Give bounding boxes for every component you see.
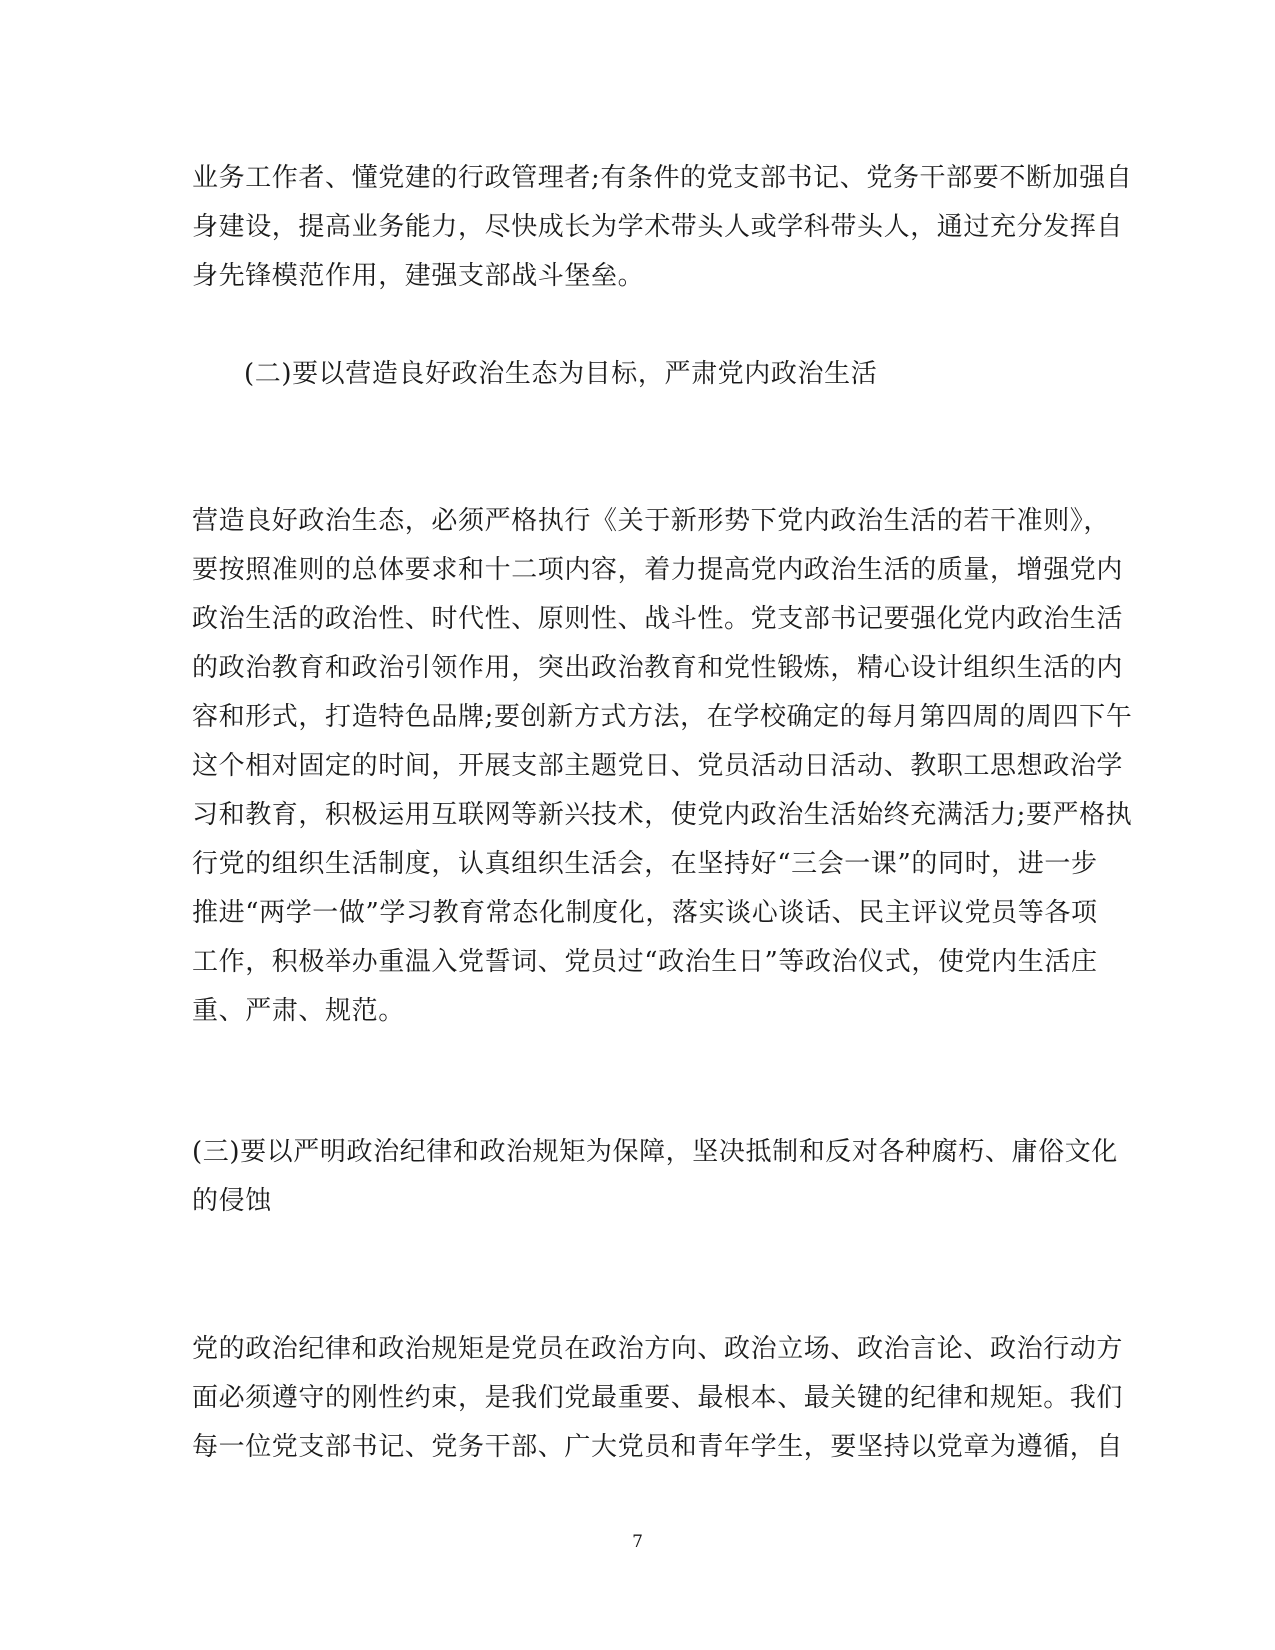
text-line: 营造良好政治生态，必须严格执行《关于新形势下党内政治生活的若干准则》，	[192, 506, 1111, 536]
text-line: 面必须遵守的刚性约束，是我们党最重要、最根本、最关键的纪律和规矩。我们	[192, 1383, 1124, 1413]
text-line: 推进“两学一做”学习教育常态化制度化，落实谈心谈话、民主评议党员等各项	[192, 898, 1098, 928]
page-number: 7	[632, 1532, 643, 1552]
text-line: 每一位党支部书记、党务干部、广大党员和青年学生，要坚持以党章为遵循，自	[192, 1432, 1124, 1462]
text-line: 习和教育，积极运用互联网等新兴技术，使党内政治生活始终充满活力;要严格执	[192, 800, 1133, 830]
text-line: 身先锋模范作用，建强支部战斗堡垒。	[192, 261, 645, 291]
body-paragraph-1	[192, 154, 1133, 301]
text-line: 政治生活的政治性、时代性、原则性、战斗性。党支部书记要强化党内政治生活	[192, 604, 1124, 634]
section-heading-2	[244, 350, 1144, 399]
heading-line: (三)要以严明政治纪律和政治规矩为保障，坚决抵制和反对各种腐朽、庸俗文化	[192, 1137, 1118, 1167]
body-paragraph-3	[192, 1325, 1124, 1472]
text-line: 重、严肃、规范。	[192, 996, 405, 1026]
body-paragraph-2	[192, 497, 1133, 1036]
text-line: 要按照准则的总体要求和十二项内容，着力提高党内政治生活的质量，增强党内	[192, 555, 1124, 585]
text-line: 这个相对固定的时间，开展支部主题党日、党员活动日活动、教职工思想政治学	[192, 751, 1124, 781]
text-line: 身建设，提高业务能力，尽快成长为学术带头人或学科带头人，通过充分发挥自	[192, 212, 1124, 242]
text-line: 工作，积极举办重温入党誓词、党员过“政治生日”等政治仪式，使党内生活庄	[192, 947, 1098, 977]
text-line: 业务工作者、懂党建的行政管理者;有条件的党支部书记、党务干部要不断加强自	[192, 163, 1133, 193]
text-line: 容和形式，打造特色品牌;要创新方式方法，在学校确定的每月第四周的周四下午	[192, 702, 1133, 732]
heading-line: 的侵蚀	[192, 1186, 272, 1216]
text-line: 行党的组织生活制度，认真组织生活会，在坚持好“三会一课”的同时，进一步	[192, 849, 1098, 879]
text-line: 党的政治纪律和政治规矩是党员在政治方向、政治立场、政治言论、政治行动方	[192, 1334, 1124, 1364]
heading-line: (二)要以营造良好政治生态为目标，严肃党内政治生活	[244, 359, 878, 389]
text-line: 的政治教育和政治引领作用，突出政治教育和党性锻炼，精心设计组织生活的内	[192, 653, 1124, 683]
section-heading-3	[192, 1128, 1118, 1226]
